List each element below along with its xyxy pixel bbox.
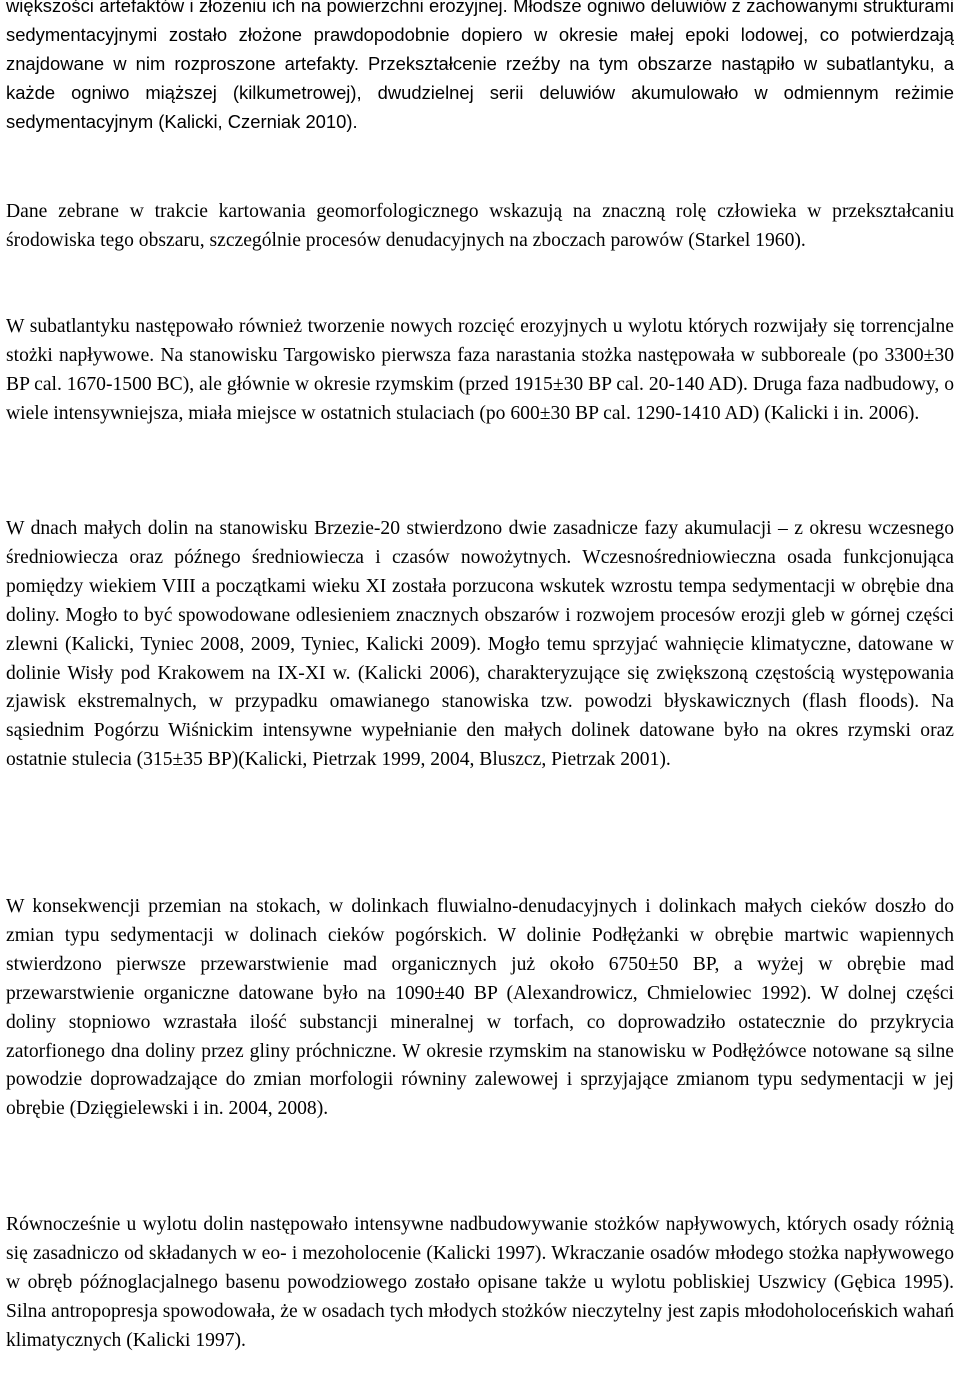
paragraph-4 (6, 515, 954, 775)
paragraph-3-text: W subatlantyku następowało również tworzenie nowych rozcięć erozyjnych u wylotu których rozwijały się torrencjalne stożki napływowe. Na stanowisku Targowisko pierwsza faza narastania stożka następowała w subboreale (po 3300±30 BP cal. 1670-1500 BC), ale głównie w okresie rzymskim (przed 1915±30 BP cal. 20-140 AD). Druga faza nadbudowy, o wiele intensywniejsza, miała miejsce w ostatnich stulaciach (po 600±30 BP cal. 1290-1410 AD) (Kalicki i in. 2006). (6, 316, 954, 424)
paragraph-4-text: W dnach małych dolin na stanowisku Brzezie-20 stwierdzono dwie zasadnicze fazy akumulacji – z okresu wczesnego średniowiecza oraz późnego średniowiecza i czasów nowożytnych. Wczesnośredniowieczna osada funkcjonująca pomiędzy wiekiem VIII a początkami wieku XI została porzucona wskutek wzrostu tempa sedymentacji w obrębie dna doliny. Mogło to być spowodowane odlesieniem znacznych obszarów i rozwojem procesów erozji gleb w górnej części zlewni (Kalicki, Tyniec 2008, 2009, Tyniec, Kalicki 2009). Mogło temu sprzyjać wahnięcie klimatyczne, datowane w dolinie Wisły pod Krakowem na IX-XI w. (Kalicki 2006), charakteryzujące się zwiększoną częstością występowania zjawisk ekstremalnych, w przypadku omawianego stanowiska tzw. powodzi błyskawicznych (flash floods). Na sąsiednim Pogórzu Wiśnickim intensywne wypełnianie den małych dolinek datowane było na okres rzymski oraz ostatnie stulecia (315±35 BP)(Kalicki, Pietrzak 1999, 2004, Bluszcz, Pietrzak 2001). (6, 518, 954, 771)
paragraph-2-text: Dane zebrane w trakcie kartowania geomorfologicznego wskazują na znaczną rolę człowieka w przekształcaniu środowiska tego obszaru, szczególnie procesów denudacyjnych na zboczach parowów (Starkel 1960). (6, 201, 954, 251)
paragraph-1-text: większości artefaktów i złożeniu ich na powierzchni erozyjnej. Młodsze ogniwo deluwiów z zachowanymi strukturami sedymentacyjnymi zostało złożone prawdopodobnie dopiero w okresie małej epoki lodowej, co potwierdzają znajdowane w nim rozproszone artefakty. Przekształcenie rzeźby na tym obszarze nastąpiło w subatlantyku, a każde ogniwo miąższej (kilkumetrowej), dwudzielnej serii deluwiów akumulowało w odmiennym reżimie sedymentacyjnym (Kalicki, Czerniak 2010). (6, 0, 954, 132)
paragraph-6-text: Równocześnie u wylotu dolin następowało intensywne nadbudowywanie stożków napływowych, których osady różnią się zasadniczo od składanych w eo- i mezoholocenie (Kalicki 1997). Wkraczanie osadów młodego stożka napływowego w obręb późnoglacjalnego basenu powodziowego zostało opisane także u wylotu pobliskiej Uszwicy (Gębica 1995). Silna antropopresja spowodowała, że w osadach tych młodych stożków nieczytelny jest zapis młodoholoceńskich wahań klimatycznych (Kalicki 1997). (6, 1214, 954, 1351)
paragraph-2 (6, 198, 954, 256)
paragraph-6 (6, 1211, 954, 1356)
paragraph-5 (6, 893, 954, 1124)
paragraph-1 (6, 0, 954, 137)
paragraph-3 (6, 313, 954, 429)
paragraph-5-text: W konsekwencji przemian na stokach, w dolinkach fluwialno-denudacyjnych i dolinkach małych cieków doszło do zmian typu sedymentacji w dolinach cieków pogórskich. W dolinie Podłężanki w obrębie martwic wapiennych stwierdzono pierwsze przewarstwienie mad organicznych już około 6750±50 BP, a wyżej w obrębie mad przewarstwienie organiczne datowane było na 1090±40 BP (Alexandrowicz, Chmielowiec 1992). W dolnej części doliny stopniowo wzrastała ilość substancji mineralnej w torfach, co doprowadziło ostatecznie do przykrycia zatorfionego dna doliny przez gliny próchniczne. W okresie rzymskim na stanowisku w Podłężówce notowane są silne powodzie doprowadzające do zmian morfologii równiny zalewowej i sprzyjające zmianom typu sedymentacji w jej obrębie (Dzięgielewski i in. 2004, 2008). (6, 896, 954, 1120)
